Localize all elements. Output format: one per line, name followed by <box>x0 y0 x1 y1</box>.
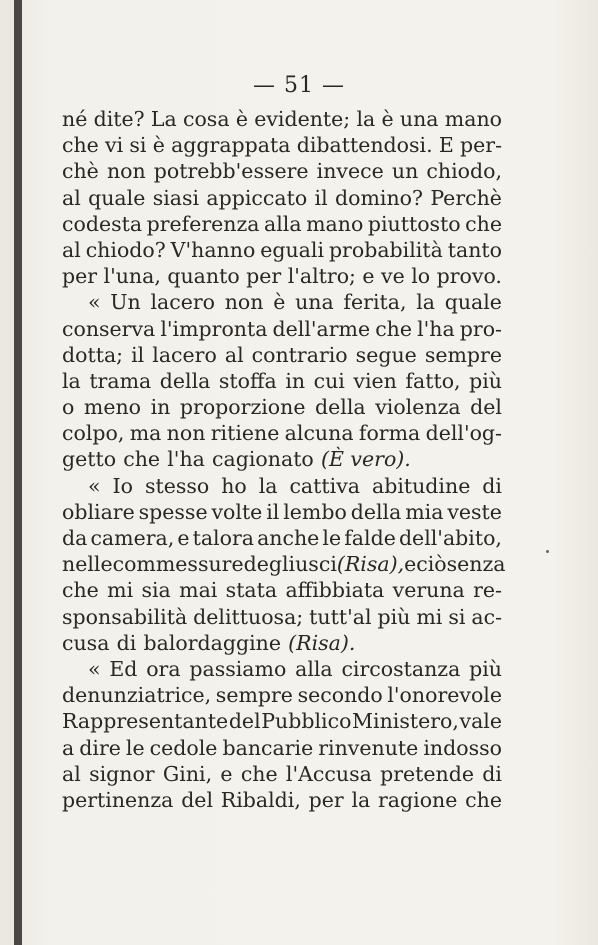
word: nelle <box>62 552 113 577</box>
word: la <box>356 107 376 131</box>
word: per <box>308 787 344 812</box>
word: indosso <box>423 735 502 760</box>
word: « <box>88 290 101 315</box>
word: lacero <box>152 342 217 367</box>
word: sponsabilità <box>62 604 188 629</box>
text-line <box>62 656 502 682</box>
word: che <box>240 761 278 786</box>
word: mano <box>444 107 502 131</box>
word: « <box>88 656 101 681</box>
word: mai <box>179 578 218 603</box>
word: potrebb'essere <box>153 159 309 184</box>
word: evidente; <box>254 107 351 131</box>
word: piuttosto <box>367 211 461 236</box>
text-line <box>62 106 502 132</box>
word: ciò <box>416 552 447 577</box>
word: l'onorevole <box>387 683 502 708</box>
word: (Risa). <box>288 630 356 655</box>
word: denunziatrice, <box>62 683 212 708</box>
text-line <box>62 132 502 158</box>
word: vi <box>105 133 124 158</box>
word: eguali <box>260 237 325 262</box>
word: camera, <box>90 526 175 550</box>
word: dell'og- <box>425 421 502 446</box>
word: secondo <box>297 683 383 708</box>
word: cosa <box>182 107 230 131</box>
word: chiodo, <box>426 159 502 184</box>
text-line <box>62 289 502 315</box>
word: ve <box>381 264 405 289</box>
text-line <box>62 473 502 499</box>
word: veste <box>447 499 502 524</box>
text-line <box>62 237 502 263</box>
word: forma <box>358 421 421 446</box>
word: balordaggine <box>143 630 281 655</box>
word: più <box>377 604 411 629</box>
word: ritiene <box>210 421 280 446</box>
text-line <box>62 787 502 813</box>
word: appiccato <box>206 185 308 210</box>
word: tutt'al <box>309 604 372 629</box>
word: la <box>351 787 371 812</box>
word: veruna <box>392 578 465 603</box>
text-line <box>62 604 502 630</box>
word: volte <box>211 499 263 524</box>
word: l'altro; <box>287 264 356 289</box>
word: siasi <box>152 185 200 210</box>
word: mano <box>306 211 364 236</box>
text-line <box>62 185 502 211</box>
word: domino? <box>334 185 423 210</box>
text-line <box>62 630 502 656</box>
word: segue <box>355 342 417 367</box>
word: l'ha <box>417 316 455 341</box>
word: E <box>438 133 454 158</box>
word: sia <box>141 578 171 603</box>
word: non <box>224 290 264 315</box>
text-line <box>62 263 502 289</box>
word: l'Accusa <box>285 761 372 786</box>
word: l'impronta <box>160 316 268 341</box>
word: probabilità <box>328 237 443 262</box>
word: (È vero). <box>320 447 411 472</box>
word: V'hanno <box>170 237 256 262</box>
word: Ministero, <box>352 709 459 734</box>
binding-edge-line <box>14 0 22 945</box>
text-line <box>62 551 506 577</box>
word: al <box>62 237 81 262</box>
word: è <box>235 107 248 131</box>
word: Perchè <box>430 185 502 210</box>
word: dire <box>79 735 121 760</box>
word: della <box>350 499 402 524</box>
word: Rappresentante <box>62 709 229 734</box>
word: in <box>150 395 171 420</box>
word: chè <box>62 159 99 184</box>
text-line <box>62 761 502 787</box>
text-line <box>62 682 502 708</box>
word: mi <box>107 578 134 603</box>
text-line <box>62 499 502 525</box>
word: è <box>152 133 165 158</box>
word: che <box>123 447 161 472</box>
word: cusa <box>62 630 110 655</box>
word: per <box>62 264 98 289</box>
word: Pubblico <box>261 709 352 734</box>
text-line <box>62 708 502 734</box>
word: la <box>258 473 278 498</box>
word: quanto <box>167 264 240 289</box>
word: o <box>62 395 75 420</box>
word: La <box>150 107 177 131</box>
page-gutter <box>0 0 12 945</box>
text-line <box>62 158 502 184</box>
word: preferenza <box>146 211 260 236</box>
word: stoffa <box>218 368 277 393</box>
word: mi <box>416 604 443 629</box>
word: ora <box>146 656 181 681</box>
word: pro- <box>459 316 502 341</box>
word: e <box>177 526 190 550</box>
text-line <box>62 316 502 342</box>
word: le <box>322 526 342 550</box>
word: non <box>106 159 146 184</box>
text-line <box>62 394 502 420</box>
word: signor <box>89 761 155 786</box>
word: ferita, <box>343 290 407 315</box>
word: e <box>404 552 417 577</box>
word: Ribaldi, <box>220 787 301 812</box>
word: colpo, <box>62 421 125 446</box>
word: trama <box>89 368 152 393</box>
word: cui <box>313 368 345 393</box>
word: contrario <box>251 342 348 367</box>
word: bancarie <box>222 735 314 760</box>
word: ac- <box>471 604 502 629</box>
word: (Risa), <box>336 552 405 577</box>
word: tanto <box>447 237 502 262</box>
word: per- <box>460 133 502 158</box>
word: al <box>62 761 81 786</box>
text-line <box>62 368 502 394</box>
word: la <box>416 290 435 315</box>
word: re- <box>473 578 502 603</box>
text-line <box>62 577 502 603</box>
word: di <box>482 761 502 786</box>
paper-speck <box>546 550 549 553</box>
word: il <box>266 499 280 524</box>
word: stata <box>225 578 278 603</box>
word: lembo <box>283 499 347 524</box>
text-line <box>62 211 502 237</box>
page-number: — 51 — <box>253 73 345 98</box>
word: si <box>448 604 466 629</box>
word: il <box>131 342 145 367</box>
word: stesso <box>144 473 210 498</box>
text-line <box>62 420 502 446</box>
word: Gini, <box>162 761 213 786</box>
word: quale <box>88 185 146 210</box>
text-line <box>62 735 502 761</box>
word: del <box>470 395 502 420</box>
word: è <box>381 107 394 131</box>
text-line <box>62 525 502 551</box>
word: violenza <box>375 395 461 420</box>
word: è <box>273 290 286 315</box>
word: lacero <box>150 290 216 315</box>
word: Io <box>112 473 133 498</box>
word: delittuosa; <box>193 604 304 629</box>
word: più <box>469 368 502 393</box>
body-text <box>62 106 506 813</box>
word: che <box>62 133 99 158</box>
word: affibbiata <box>285 578 385 603</box>
word: e <box>220 761 233 786</box>
word: cedole <box>149 735 218 760</box>
word: senza <box>446 552 506 577</box>
word: l'ha <box>167 447 205 472</box>
word: che <box>62 578 99 603</box>
word: vale <box>459 709 502 734</box>
word: rinvenute <box>318 735 419 760</box>
word: conserva <box>62 316 156 341</box>
word: usci <box>295 552 337 577</box>
word: fatto, <box>405 368 461 393</box>
word: vien <box>353 368 397 393</box>
word: Ed <box>109 656 138 681</box>
word: dell'abito, <box>398 526 502 550</box>
word: non <box>166 421 206 446</box>
word: cagionato <box>212 447 314 472</box>
word: le <box>125 735 145 760</box>
word: a <box>62 735 75 760</box>
word: che <box>465 787 502 812</box>
word: Un <box>110 290 141 315</box>
word: pretende <box>380 761 474 786</box>
text-line <box>62 446 502 472</box>
word: alla <box>264 211 302 236</box>
word: dibattendosi. <box>296 133 433 158</box>
word: sempre <box>424 342 502 367</box>
text-line <box>62 342 502 368</box>
word: ragione <box>378 787 458 812</box>
word: dell'arme <box>272 316 371 341</box>
word: della <box>159 368 211 393</box>
word: getto <box>62 447 117 472</box>
word: del <box>228 709 261 734</box>
word: l'una, <box>103 264 161 289</box>
word: obliare <box>62 499 135 524</box>
word: il <box>314 185 328 210</box>
word: e <box>362 264 375 289</box>
word: sempre <box>215 683 293 708</box>
word: una <box>399 107 439 131</box>
word: al <box>62 185 81 210</box>
word: una <box>295 290 334 315</box>
word: ho <box>221 473 247 498</box>
word: aggrappata <box>171 133 291 158</box>
word: dite? <box>93 107 145 131</box>
word: falde <box>344 526 396 550</box>
word: dotta; <box>62 342 124 367</box>
word: commessure <box>112 552 244 577</box>
word: in <box>285 368 306 393</box>
word: talora <box>192 526 254 550</box>
word: anche <box>257 526 320 550</box>
word: la <box>62 368 81 393</box>
word: codesta <box>62 211 143 236</box>
word: mia <box>405 499 444 524</box>
word: di <box>116 630 137 655</box>
word: circostanza <box>341 656 461 681</box>
word: del <box>181 787 213 812</box>
word: ma <box>129 421 162 446</box>
word: cattiva <box>289 473 360 498</box>
word: proporzione <box>179 395 306 420</box>
word: al <box>224 342 244 367</box>
word: si <box>129 133 147 158</box>
word: quale <box>444 290 502 315</box>
word: « <box>88 473 101 498</box>
word: alla <box>295 656 333 681</box>
word: abitudine <box>371 473 471 498</box>
word: che <box>465 211 502 236</box>
word: degli <box>243 552 296 577</box>
word: invece <box>316 159 384 184</box>
word: per <box>246 264 282 289</box>
word: alcuna <box>284 421 354 446</box>
word: spesse <box>138 499 208 524</box>
word: passiamo <box>189 656 287 681</box>
word: di <box>482 473 502 498</box>
word: lo <box>411 264 431 289</box>
word: della <box>315 395 366 420</box>
word: pertinenza <box>62 787 174 812</box>
word: da <box>62 526 88 550</box>
word: meno <box>83 395 142 420</box>
word: più <box>469 656 502 681</box>
word: un <box>391 159 419 184</box>
word: chiodo? <box>85 237 166 262</box>
word: provo. <box>436 264 502 289</box>
word: né <box>62 107 88 131</box>
word: che <box>375 316 413 341</box>
